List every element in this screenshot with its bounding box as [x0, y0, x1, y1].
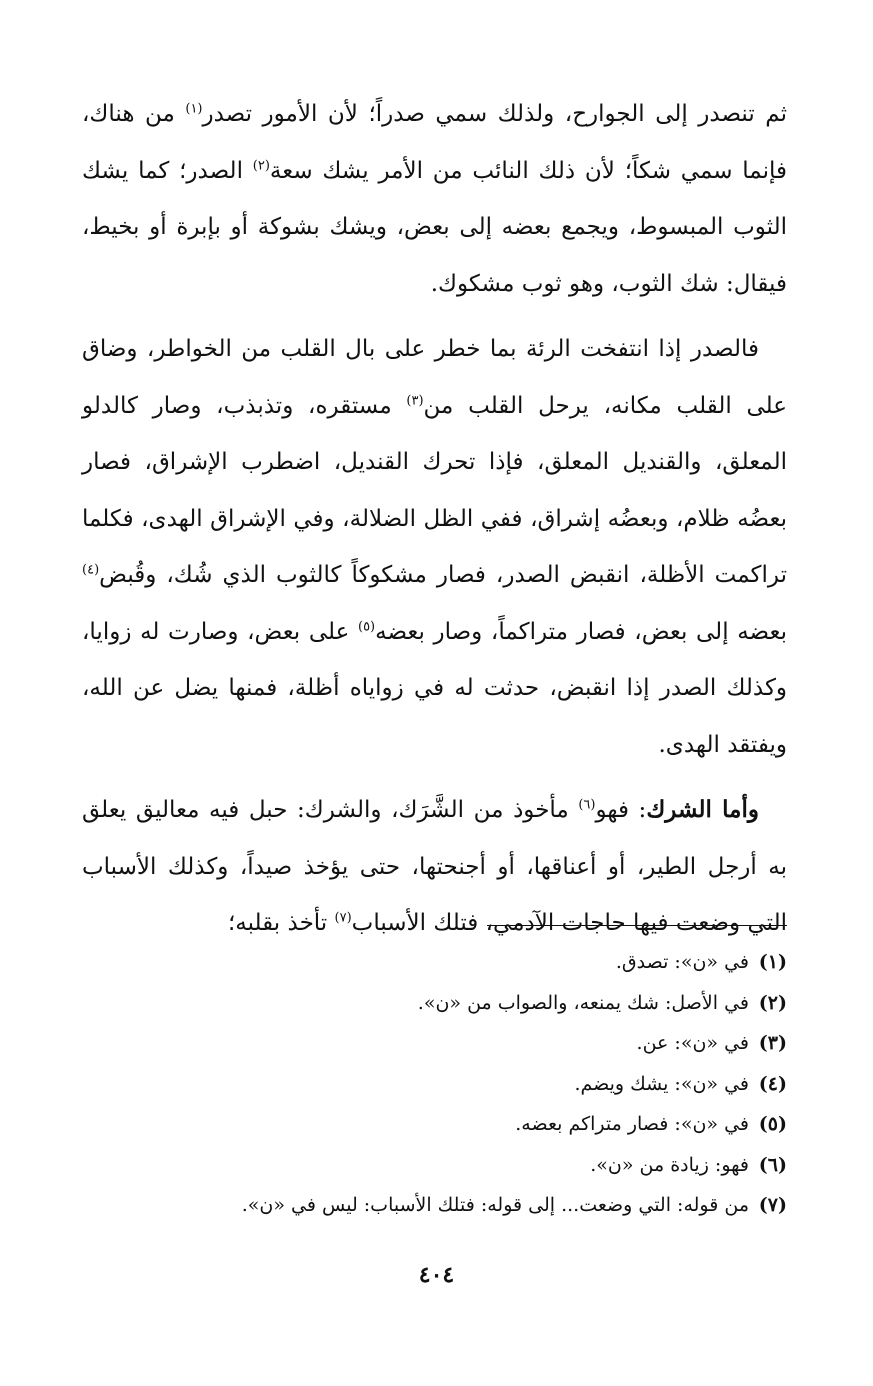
text-run: تأخذ بقلبه؛	[227, 910, 335, 936]
footnote-reference: (٤)	[82, 562, 100, 578]
paragraph-1	[82, 86, 787, 312]
footnote-number: (٤)	[758, 1072, 787, 1095]
paragraph-3	[82, 782, 787, 952]
footnote-number: (٣)	[758, 1032, 787, 1054]
text-run: من هناك، فإنما سمي شكاً؛ لأن ذلك النائب من الأمر يشك سعة	[82, 101, 788, 184]
footnote-item	[82, 1185, 787, 1226]
footnote-text: في «ن»: فصار متراكم بعضه.	[515, 1113, 749, 1135]
footnote-item	[82, 1064, 787, 1105]
footnote-number: (٦)	[758, 1153, 787, 1176]
paragraph-2	[82, 321, 787, 773]
footnote-reference: (٦)	[578, 797, 596, 813]
text-run: ثم تنصدر إلى الجوارح، ولذلك سمي صدراً؛ لأن الأمور تصدر	[202, 101, 787, 127]
footnote-reference: (٥)	[357, 618, 376, 634]
footnote-number: (٥)	[758, 1113, 787, 1135]
footnote-reference: (١)	[185, 101, 203, 117]
footnote-item	[82, 1104, 787, 1145]
footnote-reference: (٢)	[252, 157, 270, 173]
footnote-item	[82, 983, 787, 1024]
text-run: : فهو	[595, 797, 647, 823]
text-run: الصدر؛ كما يشك الثوب المبسوط، ويجمع بعضه إلى بعض، ويشك بشوكة أو بإبرة أو بخيط، فيقال: شك الثوب، وهو ثوب مشكوك.	[82, 157, 787, 297]
page-number: ٤٠٤	[418, 1262, 455, 1288]
footnote-item	[82, 942, 787, 983]
footnote-number: (٢)	[758, 991, 787, 1014]
footnote-item	[82, 1023, 787, 1064]
footnote-reference: (٧)	[334, 910, 352, 926]
footnote-reference: (٣)	[406, 392, 424, 408]
text-run: فالصدر إذا انتفخت الرئة بما خطر على بال القلب من الخواطر، وضاق على القلب مكانه، يرحل القلب من	[82, 336, 787, 419]
footnote-text: في «ن»: تصدق.	[615, 951, 749, 973]
footnote-text: من قوله: التي وضعت... إلى قوله: فتلك الأسباب: ليس في «ن».	[241, 1194, 749, 1216]
footnote-text: في «ن»: يشك ويضم.	[574, 1072, 749, 1095]
footnotes-list	[82, 942, 787, 1226]
main-text-body	[82, 86, 787, 952]
paragraph-lead-term: وأما الشرك	[646, 796, 759, 823]
footnote-separator-line	[487, 925, 787, 926]
footnote-text: في «ن»: عن.	[636, 1032, 749, 1054]
text-run: مأخوذ من الشَّرَك، والشرك: حبل فيه معاليق يعلق به أرجل الطير، أو أعناقها، أو أجنحتها، حتى يؤخذ صيداً، وكذلك الأسباب التي وضعت فيها حاجات الآدمي، فتلك الأسباب	[82, 797, 787, 936]
footnote-text: فهو: زيادة من «ن».	[590, 1153, 749, 1176]
footnote-text: في الأصل: شك يمنعه، والصواب من «ن».	[417, 991, 749, 1014]
footnote-number: (١)	[758, 951, 787, 973]
text-run: مستقره، وتذبذب، وصار كالدلو المعلق، والقنديل المعلق، فإذا تحرك القنديل، اضطرب الإشراق، فصار بعضُه ظلام، وبعضُه إشراق، ففي الظل الضلالة، وفي الإشراق الهدى، فكلما تراكمت الأظلة، انقبض الصدر، فصار مشكوكاً كالثوب الذي شُك، وقُبض	[82, 392, 787, 588]
text-run: على بعض، وصارت له زوايا، وكذلك الصدر إذا انقبض، حدثت له في زواياه أظلة، فمنها يضل عن الله، ويفتقد الهدى.	[82, 618, 787, 758]
footnote-number: (٧)	[758, 1194, 787, 1216]
text-run: بعضه إلى بعض، فصار متراكماً، وصار بعضه	[375, 618, 787, 645]
footnote-item	[82, 1145, 787, 1186]
